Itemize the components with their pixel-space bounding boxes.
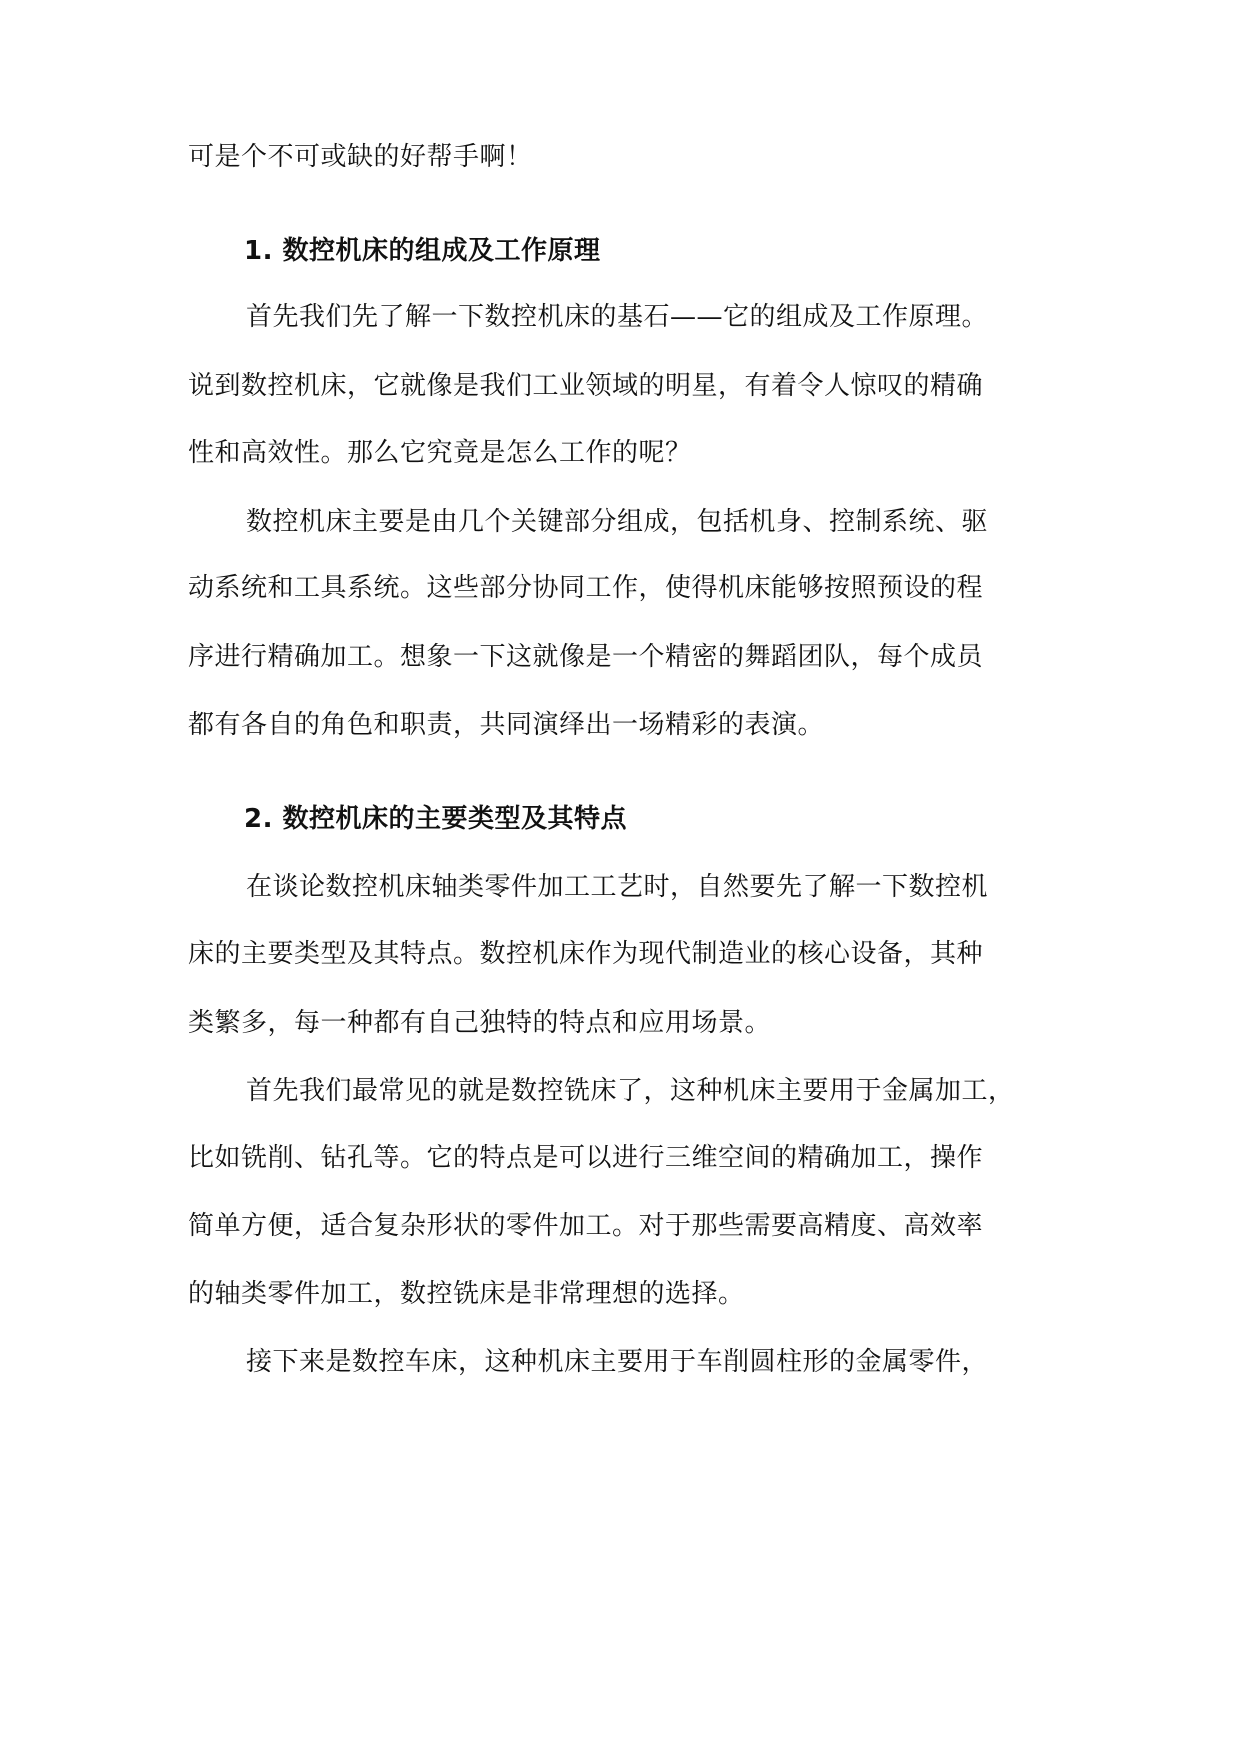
paragraph-line: 接下来是数控车床，这种机床主要用于车削圆柱形的金属零件， (246, 1347, 989, 1377)
paragraph-line: 简单方便，适合复杂形状的零件加工。对于那些需要高精度、高效率 (188, 1211, 984, 1241)
paragraph-line: 数控机床主要是由几个关键部分组成，包括机身、控制系统、驱 (246, 507, 989, 537)
paragraph-line: 类繁多，每一种都有自己独特的特点和应用场景。 (188, 1008, 772, 1038)
paragraph-line: 首先我们最常见的就是数控铣床了，这种机床主要用于金属加工， (246, 1076, 1015, 1106)
paragraph-line: 性和高效性。那么它究竟是怎么工作的呢？ (188, 438, 692, 468)
paragraph-line: 比如铣削、钻孔等。它的特点是可以进行三维空间的精确加工，操作 (188, 1143, 984, 1173)
paragraph-line: 床的主要类型及其特点。数控机床作为现代制造业的核心设备，其种 (188, 939, 984, 969)
paragraph-line: 首先我们先了解一下数控机床的基石——它的组成及工作原理。 (246, 302, 989, 332)
paragraph-line: 可是个不可或缺的好帮手啊！ (188, 142, 533, 172)
paragraph-line: 的轴类零件加工，数控铣床是非常理想的选择。 (188, 1279, 745, 1309)
section-heading-1: 1. 数控机床的组成及工作原理 (244, 236, 601, 266)
paragraph-line: 序进行精确加工。想象一下这就像是一个精密的舞蹈团队，每个成员 (188, 642, 984, 672)
paragraph-line: 说到数控机床，它就像是我们工业领域的明星，有着令人惊叹的精确 (188, 371, 984, 401)
paragraph-line: 动系统和工具系统。这些部分协同工作，使得机床能够按照预设的程 (188, 573, 984, 603)
paragraph-line: 在谈论数控机床轴类零件加工工艺时，自然要先了解一下数控机 (246, 872, 989, 902)
paragraph-line: 都有各自的角色和职责，共同演绎出一场精彩的表演。 (188, 710, 825, 740)
section-heading-2: 2. 数控机床的主要类型及其特点 (244, 804, 628, 834)
